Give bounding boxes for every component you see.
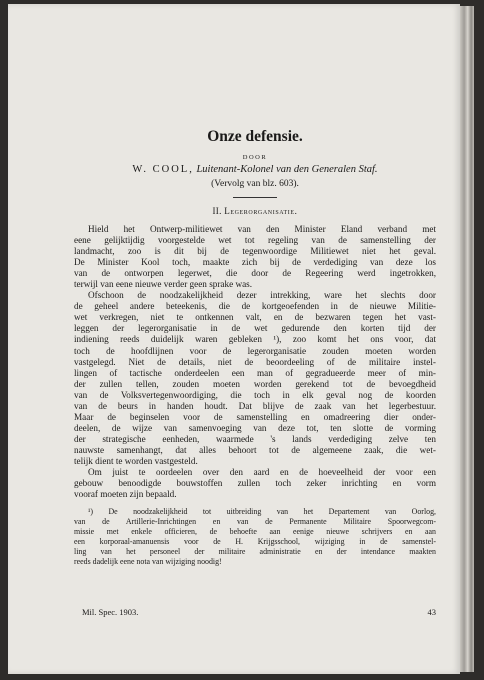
footnote-line: van de Artillerie-Inrichtingen en van de Permanente Militaire Spoorwegcom-	[74, 517, 436, 527]
title-divider	[233, 197, 277, 198]
body-line: indiening reeds duidelijk waren gebleken ¹), zoo komt het ons voor, dat	[74, 334, 436, 345]
author-line	[74, 164, 436, 175]
body-line: de geheel andere beteekenis, die de kortgeoefenden in de nieuwe Militie-	[74, 301, 436, 312]
body-line: lingen of tactische onderdeelen een man of gegradueerde meer of min-	[74, 367, 436, 378]
body-line: terwijl van eene nieuwe verder geen sprake was.	[74, 279, 253, 290]
article-content	[74, 128, 436, 567]
body-text	[74, 224, 436, 500]
body-line: eene gelijktijdig voorgestelde wet tot regeling van de samenstelling der	[74, 235, 436, 246]
footnote	[74, 507, 436, 567]
body-line: vooraf moeten zijn bepaald.	[74, 489, 177, 500]
body-line: Ofschoon de noodzakelijkheid dezer intrekking, ware het slechts door	[88, 290, 436, 301]
body-line: telijk dient te worden vastgesteld.	[74, 455, 198, 466]
body-line: Om juist te oordeelen over den aard en de hoeveelheid der voor een	[88, 467, 436, 478]
body-line: Maar de beginselen voor de samenstelling en omadreering dier onder-	[74, 411, 436, 422]
body-line: wet verkregen, niet te ontkennen valt, en de bezwaren tegen het vast-	[74, 312, 436, 323]
by-label: DOOR	[242, 154, 268, 161]
page-edges	[460, 6, 474, 672]
body-line: van de beurs in handen houdt. Dat blijve de zaak van het legerbestuur.	[74, 400, 436, 411]
footnote-line: reeds dadelijk eene nota van wijziging noodig!	[74, 557, 222, 567]
section-heading	[74, 206, 436, 216]
section-title: Legerorganisatie.	[224, 206, 298, 216]
body-line: van de Volksvertegenwoordiging, die toch in elk geval nog de koorden	[74, 389, 436, 400]
body-line: van de ontworpen legerwet, die door de Regeering werd ingetrokken,	[74, 268, 436, 279]
author-name: W. COOL,	[132, 164, 194, 175]
journal-reference: Mil. Spec. 1903.	[82, 607, 139, 617]
body-line: leggen der legerorganisatie in de wet gedurende den korten tijd der	[74, 323, 436, 334]
continued-note: (Vervolg van blz. 603).	[211, 179, 299, 189]
article-title: Onze defensie.	[207, 128, 303, 145]
body-line: der zullen tellen, zouden moeten worden gerekend tot de bevoegdheid	[74, 378, 436, 389]
body-line: deelen, de wijze van samenvoeging van deze tot, ten slotte de vorming	[74, 422, 436, 433]
section-number: II.	[212, 206, 222, 216]
footnote-line: ling van het personeel der militaire administratie en der intendance maakten	[74, 547, 436, 557]
body-line: nauwste samenhangt, dat alles behoort tot de algemeene zaak, die wet-	[74, 444, 436, 455]
footnote-line: missie met enkele officieren, de behoefte aan eenige nieuwe schrijvers en aan	[74, 527, 436, 537]
body-line: der strategische eenheden, waarmede 's lands verdediging zelve ten	[74, 433, 436, 444]
body-line: landmacht, zoo is dit bij de tegenwoordige Militiewet niet het geval.	[74, 246, 436, 257]
footnote-line: een korporaal-amanuensis voor de H. Krijgsschool, wijziging in de samenstel-	[74, 537, 436, 547]
author-rank: Luitenant-Kolonel van den Generalen Staf.	[196, 164, 378, 175]
body-line: toch de hoofdlijnen voor de legerorganisatie zouden moeten worden	[74, 345, 436, 356]
body-line: vastgelegd. Niet de details, niet de beoordeeling of de militaire instel-	[74, 356, 436, 367]
body-line: Hield het Ontwerp-militiewet van den Minister Eland verband met	[88, 224, 436, 234]
footnote-line: ¹) De noodzakelijkheid tot uitbreiding van het Departement van Oorlog,	[88, 507, 436, 517]
body-line: De Minister Kool toch, maakte zich bij de verdediging van deze los	[74, 257, 436, 268]
footnote-gap	[74, 500, 436, 507]
body-line: gebouw benoodigde bouwstoffen zullen toch zeker inrichting en vorm	[74, 478, 436, 489]
page-number: 43	[427, 607, 436, 617]
